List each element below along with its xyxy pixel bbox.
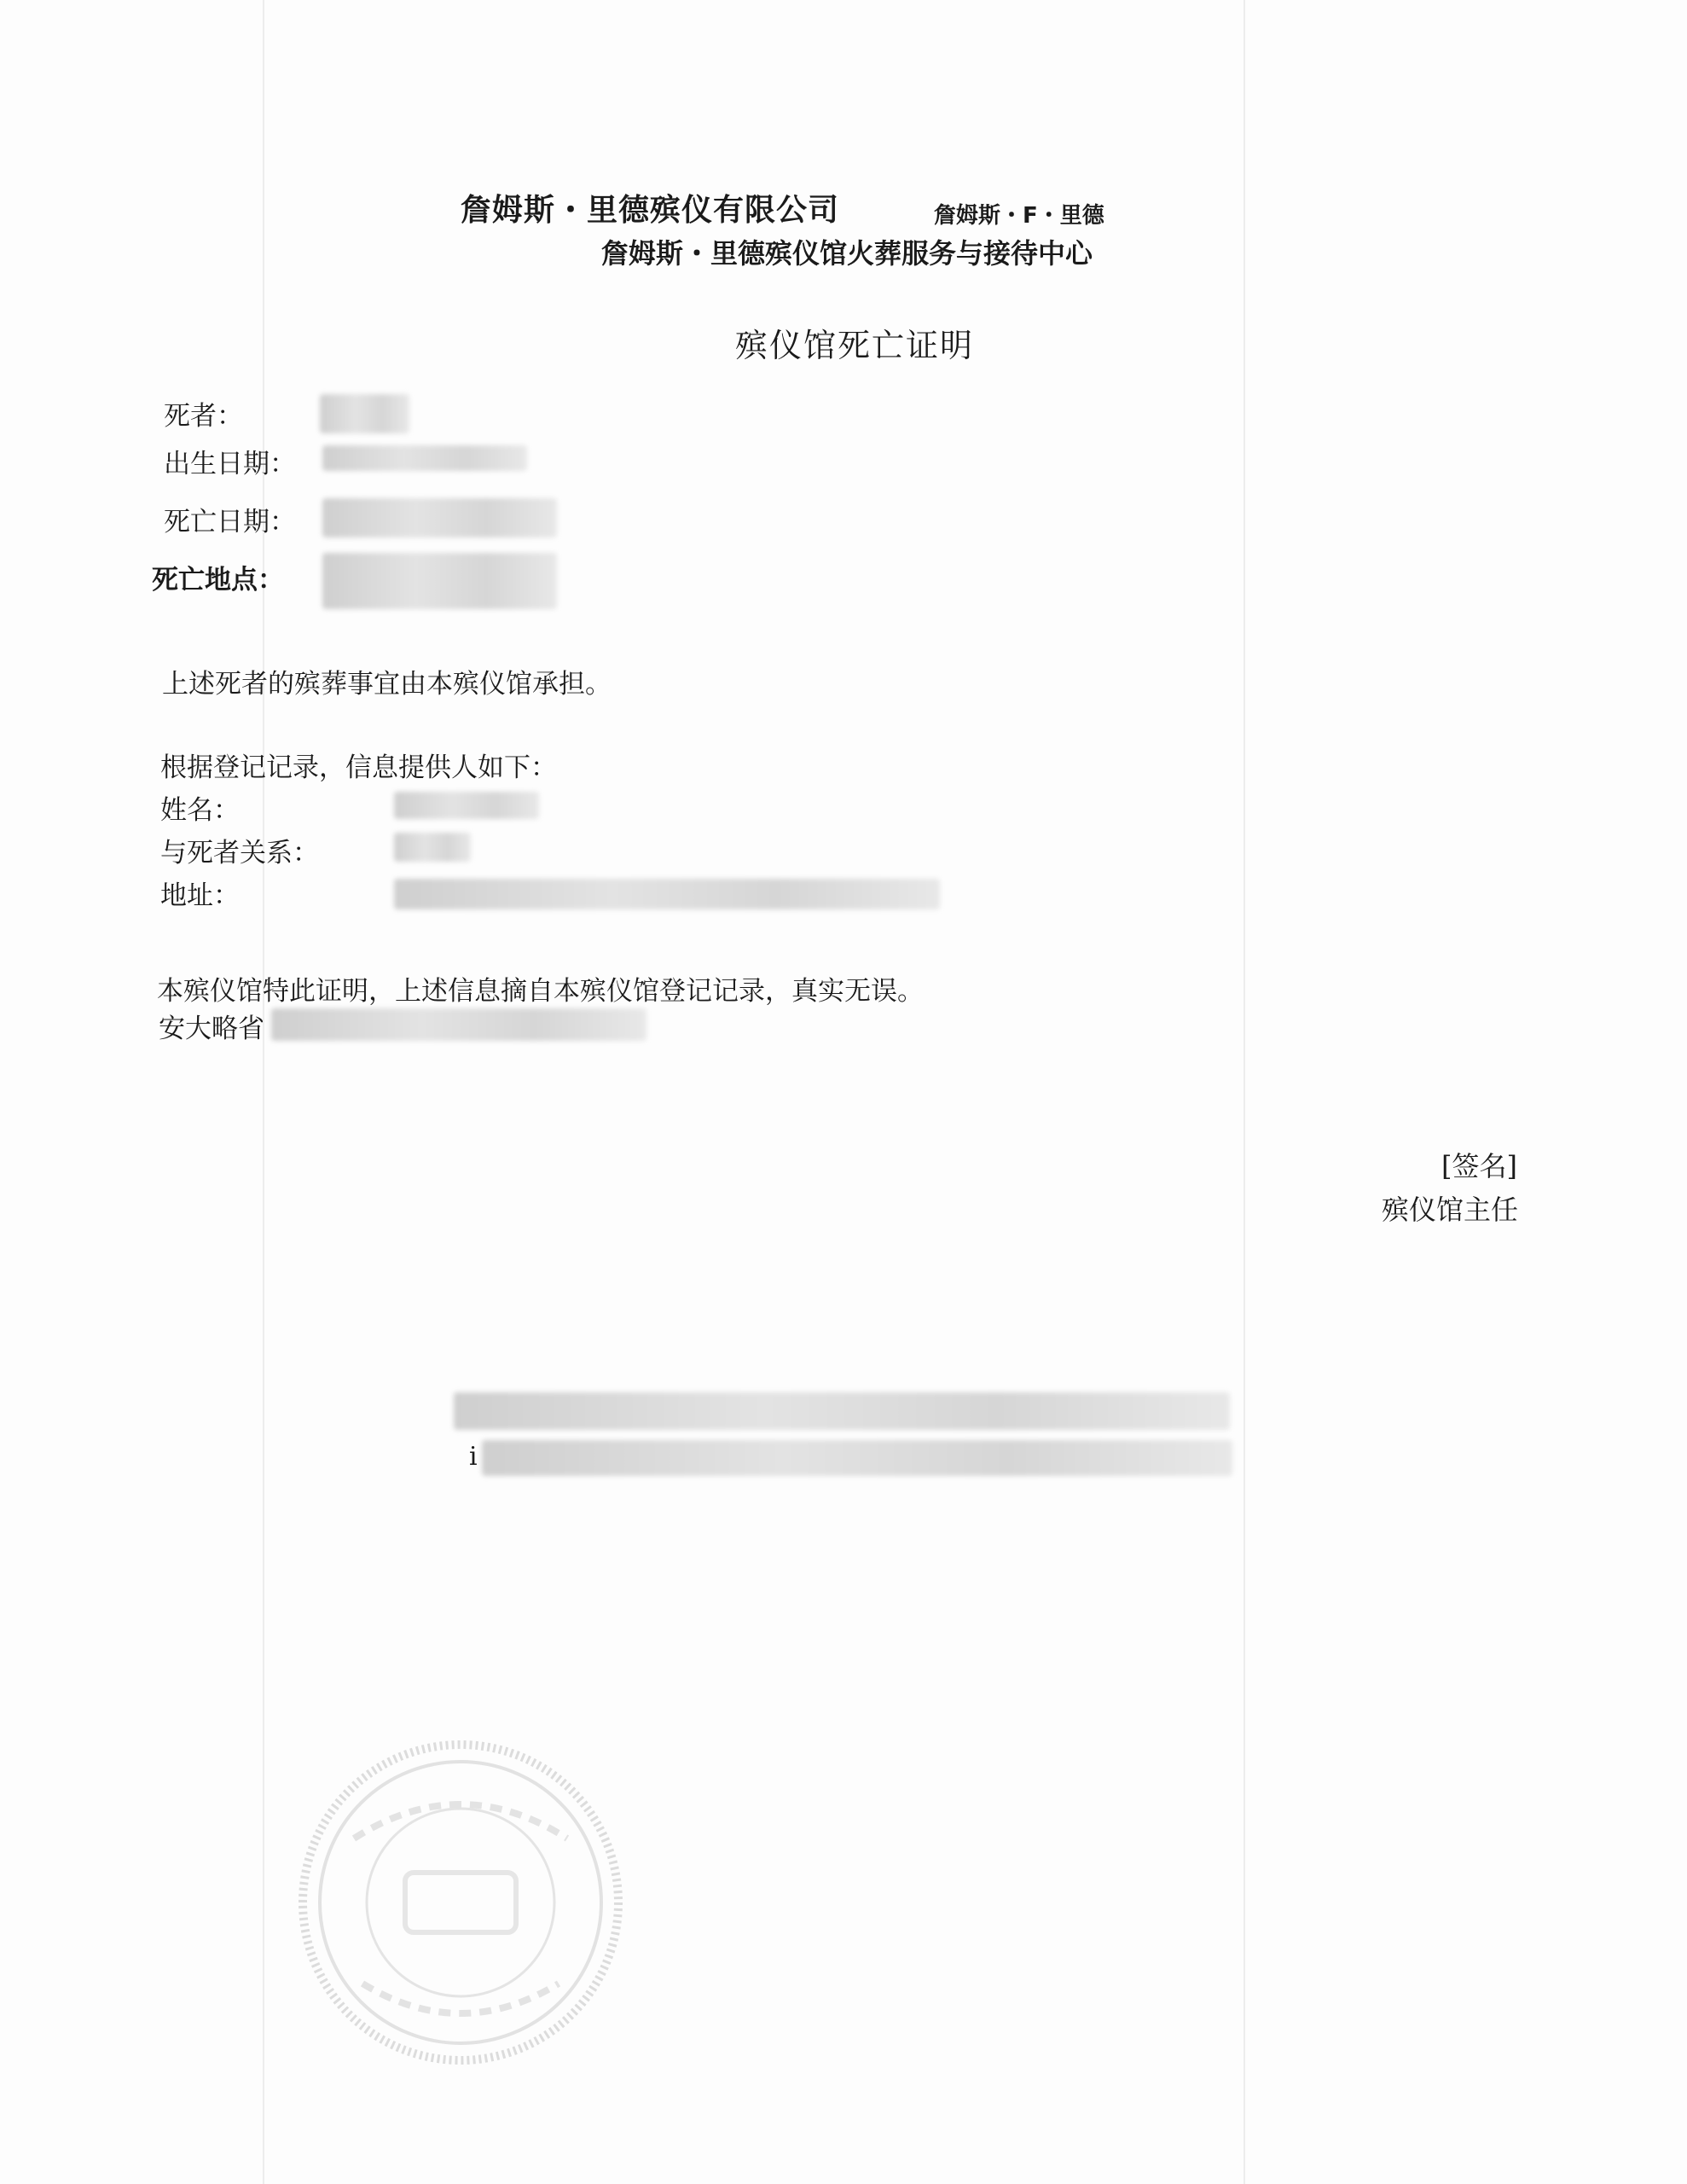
scan-artifact: [1244, 0, 1245, 2184]
birth-date-label: 出生日期：: [164, 449, 296, 479]
death-place-label: 死亡地点：: [152, 565, 284, 595]
scan-artifact: [263, 0, 264, 2184]
redacted-footer-line-1: [454, 1392, 1230, 1430]
redacted-birth-date: [322, 445, 527, 471]
redacted-informant-relation: [394, 833, 471, 862]
company-center-name: 詹姆斯・里德殡仪馆火葬服务与接待中心: [601, 237, 1093, 270]
deceased-label: 死者：: [164, 401, 243, 432]
company-person-name: 詹姆斯・F・里德: [934, 203, 1104, 229]
informant-relation-label: 与死者关系：: [160, 838, 319, 868]
informant-intro: 根据登记记录，信息提供人如下：: [160, 752, 557, 783]
redacted-death-date: [322, 498, 557, 537]
redacted-informant-address: [394, 879, 940, 909]
certification-statement: 本殡仪馆特此证明，上述信息摘自本殡仪馆登记记录，真实无误。: [157, 976, 924, 1007]
redacted-footer-line-2: [482, 1440, 1232, 1476]
signatory-role: 殡仪馆主任: [1382, 1194, 1519, 1226]
redacted-location-date: [271, 1008, 646, 1041]
footer-initial: i: [469, 1442, 478, 1472]
informant-address-label: 地址：: [160, 880, 240, 911]
location-prefix: 安大略省: [159, 1014, 264, 1044]
company-name: 詹姆斯・里德殡仪有限公司: [461, 193, 840, 228]
notary-seal-emboss: [294, 1736, 627, 2069]
document-title: 殡仪馆死亡证明: [735, 327, 975, 364]
informant-name-label: 姓名：: [160, 795, 240, 826]
funeral-arrangement-statement: 上述死者的殡葬事宜由本殡仪馆承担。: [162, 669, 612, 700]
redacted-deceased-name: [320, 394, 409, 433]
redacted-death-place: [322, 553, 557, 609]
redacted-informant-name: [394, 792, 539, 819]
signature-placeholder: [签名]: [1441, 1150, 1517, 1182]
death-date-label: 死亡日期：: [164, 507, 296, 537]
